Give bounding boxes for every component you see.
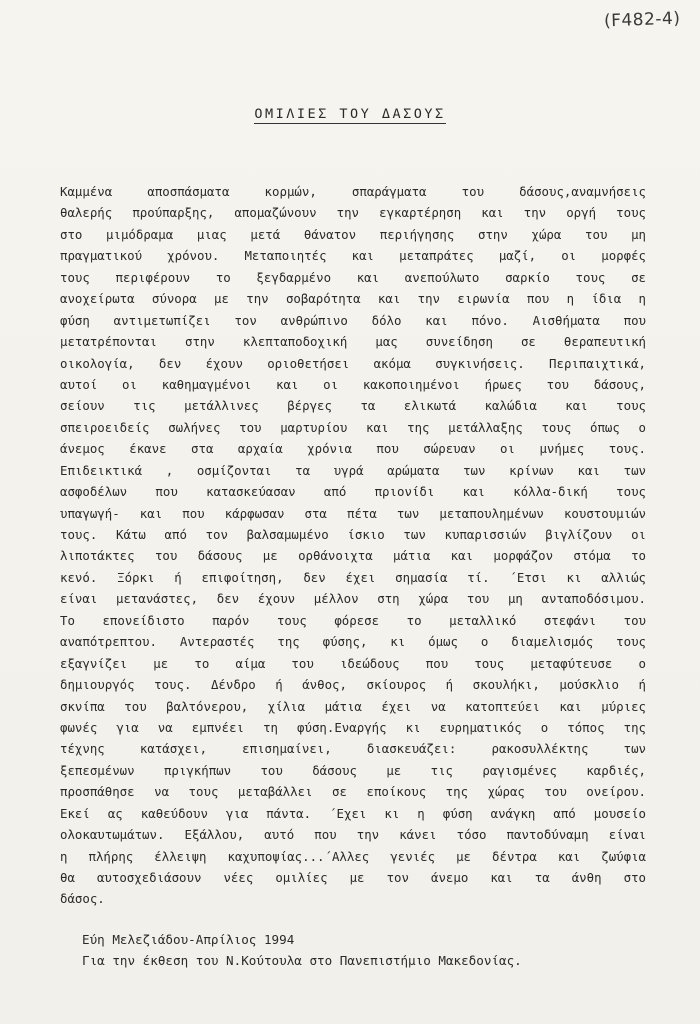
body-line: ξεπεσμένων πριγκήπων του δάσους με τις ραγισμένες καρδιές, xyxy=(60,762,646,778)
body-line: Το επονείδιστο παρόν τους φόρεσε το μεταλλικό στεφάνι του xyxy=(60,612,646,628)
body-line: Καμμένα αποσπάσματα κορμών, σπαράγματα του δάσους,αναμνήσεις xyxy=(60,184,646,199)
body-line: οικολογία, δεν έχουν οριοθετήσει ακόμα συγκινήσεις. Περιπαιχτικά, xyxy=(60,355,646,371)
body-line: κενό. Ξόρκι ή επιφοίτηση, δεν έχει σημασία τί. ΄Ετσι κι αλλιώς xyxy=(60,569,646,585)
body-line: η πλήρης έλλειψη καχυποψίας...΄Αλλες γενιές με δέντρα και ζωύφια xyxy=(60,848,646,864)
body-line: Εκεί ας καθεύδουν για πάντα. ΄Εχει κι η φύση ανάγκη από μουσείο xyxy=(60,805,646,821)
body-line: τους περιφέρουν το ξεγδαρμένο και ανεπούλωτο σαρκίο τους σε xyxy=(60,269,646,285)
body-line-last: δάσος. xyxy=(60,891,105,907)
body-line: λιποτάκτες του δάσους με ορθάνοιχτα μάτια και μορφάζον στόμα το xyxy=(60,548,646,564)
body-line: φύση αντιμετωπίζει τον ανθρώπινο δόλο και πόνο. Αισθήματα που xyxy=(60,312,646,328)
body-line: άνεμος έκανε στα αρχαία χρόνια που σώρευαν οι μνήμες τους. xyxy=(60,441,646,457)
body-line: προσπάθησε να τους μεταβάλλει σε εποίκους της χώρας του ονείρου. xyxy=(60,784,646,800)
body-line: ασφοδέλων που κατασκεύασαν από πριονίδι και κόλλα-δική τους xyxy=(60,484,646,500)
body-text xyxy=(60,181,646,910)
occasion-line: Για την έκθεση του Ν.Κούτουλα στο Πανεπιστήμιο Μακεδονίας. xyxy=(82,953,522,968)
body-line: σείουν τις μετάλλινες βέργες τα ελικωτά καλώδια και τους xyxy=(60,398,646,414)
document-title xyxy=(0,106,700,122)
body-line: θα αυτοσχεδιάσουν νέες ομιλίες με τον άνεμο και τα άνθη στο xyxy=(60,870,646,885)
body-line: Επιδεικτικά , οσμίζονται τα υγρά αρώματα των κρίνων και των xyxy=(60,462,646,478)
body-line: τους. Κάτω από τον βαλσαμωμένο ίσκιο των κυπαρισσιών βιγλίζουν οι xyxy=(60,527,646,542)
body-line: τέχνης κατάσχει, επισημαίνει, διασκευάζει: ρακοσυλλέκτης των xyxy=(60,741,646,757)
body-line: είναι μετανάστες, δεν έχουν μέλλον στη χώρα του μη ανταποδόσιμου. xyxy=(60,591,646,607)
body-line: σπειροειδείς σωλήνες του μαρτυρίου και της μετάλλαξης τους όπως ο xyxy=(60,419,646,435)
body-line: μετατρέπονται στην κλεπταποδοχική μας συνείδηση σε θεραπευτική xyxy=(60,334,646,350)
body-line: φωνές για να εμπνέει τη φύση.Εναργής κι ευρηματικός ο τόπος της xyxy=(60,719,646,735)
document-title-text: ΟΜΙΛΙΕΣ ΤΟΥ ΔΑΣΟΥΣ xyxy=(254,106,446,122)
body-line: αυτοί οι καθημαγμένοι και οι κακοποιημένοι ήρωες του δάσους, xyxy=(60,376,646,392)
signature-block xyxy=(82,929,522,971)
body-line: ολοκαυτωμάτων. Εξάλλου, αυτό που την κάνει τόσο παντοδύναμη είναι xyxy=(60,827,646,843)
author-date-line: Εύη Μελεζιάδου-Απρίλιος 1994 xyxy=(82,932,295,947)
body-line: εξαγνίζει με το αίμα του ιδεώδους που τους μεταφύτευσε ο xyxy=(60,655,646,671)
body-line: αναπότρεπτου. Αντεραστές της φύσης, κι όμως ο διαμελισμός τους xyxy=(60,634,646,650)
body-line: θαλερής προύπαρξης, απομαζώνουν την εγκαρτέρηση και την οργή τους xyxy=(60,205,646,221)
body-line: δημιουργός τους. Δένδρο ή άνθος, σκίουρος ή σκουλήκι, μούσκλιο ή xyxy=(60,677,646,693)
body-line: σκνίπα του βαλτόνερου, χίλια μάτια έχει να κατοπτεύει και μύριες xyxy=(60,698,646,714)
body-line: στο μιμόδραμα μιας μετά θάνατον περιήγησης στην χώρα του μη xyxy=(60,226,646,242)
archive-reference-mark: (F482-4) xyxy=(603,8,681,32)
body-line: υπαγωγή- και που κάρφωσαν στα πέτα των μεταπουλημένων κουστουμιών xyxy=(60,505,646,521)
body-line: πραγματικού χρόνου. Μεταποιητές και μεταπράτες μαζί, οι μορφές xyxy=(60,248,646,264)
body-line: ανοχείρωτα σύνορα με την σοβαρότητα και την ειρωνία που η ίδια η xyxy=(60,291,646,307)
